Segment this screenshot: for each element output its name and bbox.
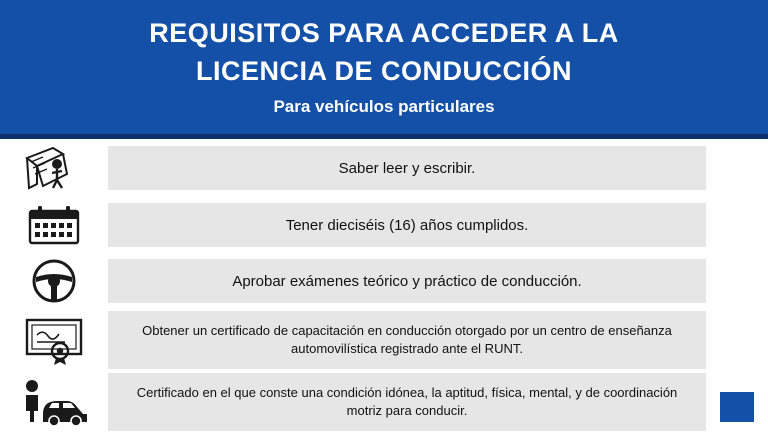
list-item (0, 371, 768, 432)
certificate-icon (0, 309, 108, 371)
requirements-list (0, 139, 768, 432)
page-title-line-2: LICENCIA DE CONDUCCIÓN (195, 56, 572, 86)
requirement-text: Tener dieciséis (16) años cumplidos. (108, 203, 706, 247)
requirement-text (108, 373, 706, 431)
person-car-icon (0, 371, 108, 432)
page-subtitle: Para vehículos particulares (273, 97, 495, 116)
requirement-text (108, 311, 706, 369)
reading-hand-book-icon (0, 139, 108, 197)
requirement-text-value: Certificado en el que conste una condición idónea, la aptitud, física, mental, y de coordinación motriz para conducir. (136, 384, 678, 418)
list-item (0, 309, 768, 371)
page-title-line-1: REQUISITOS PARA ACCEDER A LA (149, 18, 619, 48)
requirement-text: Saber leer y escribir. (108, 146, 706, 190)
steering-wheel-icon (0, 253, 108, 309)
list-item (0, 197, 768, 253)
requirement-text: Aprobar exámenes teórico y práctico de conducción. (108, 259, 706, 303)
list-item (0, 139, 768, 197)
header-banner (0, 0, 768, 134)
list-item (0, 253, 768, 309)
requirement-text-value: Obtener un certificado de capacitación en conducción otorgado por un centro de enseñanza automovilística registrado ante el RUNT. (142, 323, 672, 356)
footer-accent-block (720, 392, 754, 422)
calendar-icon (0, 197, 108, 253)
